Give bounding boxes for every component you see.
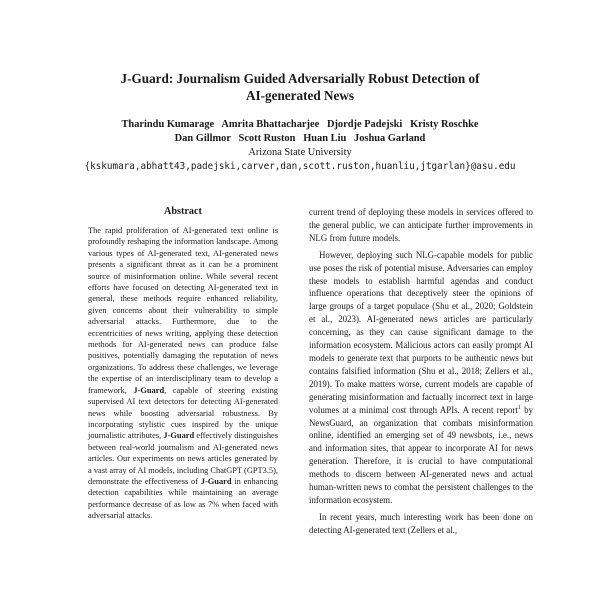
- author-list: [60, 118, 540, 146]
- footnote-marker[interactable]: 1: [517, 404, 521, 411]
- abstract-part-d: in enhancing detection capabilities while maintaining an average performance decrease of as low as 7% when faced with adversarial attacks.: [88, 476, 278, 521]
- title-line-2: AI-generated News: [245, 88, 355, 103]
- abstract-jguard-2: J-Guard: [163, 431, 195, 441]
- abstract-heading: Abstract: [164, 206, 202, 217]
- author-emails: {kskumara,abhatt43,padejski,carver,dan,scott.ruston,huanliu,jtgarlan}@asu.edu: [84, 161, 516, 172]
- authors-line-1: Tharindu Kumarage Amrita Bhattacharjee Djordje Padejski Kristy Roschke: [121, 119, 479, 130]
- affiliation: Arizona State University: [248, 147, 352, 158]
- abstract-part-a: The rapid proliferation of AI-generated text online is profoundly reshaping the information landscape. Among various types of AI-generated text, AI-generated news presents a significant threat as it can be a prominent source of misinformation online. While several recent efforts have focused on detecting AI-generated text in general, these methods require enhanced reliability, given concerns about their vulnerability to simple adversarial attacks. Furthermore, due to the eccentricities of news writing, applying these detection methods for AI-generated news can produce false positives, potentially damaging the reputation of news organizations. To address these challenges, we leverage the expertise of an interdisciplinary team to develop a framework,: [88, 226, 278, 395]
- body-paragraph-2-text: However, deploying such NLG-capable models for public use poses the risk of potential misuse. Adversaries can employ these models to establish harmful agendas and conduct influence operations that deceptively steer the opinions of large groups of a target populace (Shu et al., 2020; Goldstein et al., 2023). AI-generated news articles are particularly concerning, as they can cause significant damage to the information ecosystem. Malicious actors can easily prompt AI models to generate text that purports to be authentic news but contains falsified information (Shu et al., 2018; Zellers et al., 2019). To make matters worse, current models are capable of generating misinformation and factually incorrect text in large volumes at a minimal cost through APIs. A recent report: [309, 249, 533, 415]
- abstract-text: [88, 225, 278, 522]
- body-paragraph-3: In recent years, much interesting work has been done on detecting AI-generated text (Zellers et al.,: [309, 511, 533, 535]
- body-paragraph-1: current trend of deploying these models in services offered to the general public, we can anticipate further improvements in NLG from future models.: [309, 207, 533, 243]
- abstract-part-c: effectively distinguishes between real-world journalism and AI-generated news articles. Our experiments on news articles generated by a vast array of AI models, including ChatGPT (GPT3.5), demonstrate the effectiveness of: [88, 431, 278, 486]
- abstract-jguard-3: J-Guard: [200, 476, 232, 486]
- body-paragraph-2: [309, 249, 533, 507]
- abstract-jguard-1: J-Guard: [133, 385, 165, 395]
- title-line-1: J-Guard: Journalism Guided Adversarially Robust Detection of: [120, 71, 480, 86]
- paper-title: [60, 70, 540, 104]
- body-paragraph-2-tail: by NewsGuard, an organization that combats misinformation online, identified an emerging set of 49 newsbots, i.e., news and information sites, that appear to incorporate AI for news generation. Therefore, it is crucial to have computational methods to discern between AI-generated news and actual human-written news to combat the persistent challenges to the information ecosystem.: [309, 404, 534, 505]
- authors-line-2: Dan Gillmor Scott Ruston Huan Liu Joshua Garland: [174, 133, 426, 144]
- body-column-right: [309, 206, 533, 537]
- abstract-part-b: , capable of steering existing supervised AI text detectors for detecting AI-generated news while boosting adversarial robustness. By incorporating stylistic cues inspired by the unique journalistic attributes,: [88, 385, 278, 441]
